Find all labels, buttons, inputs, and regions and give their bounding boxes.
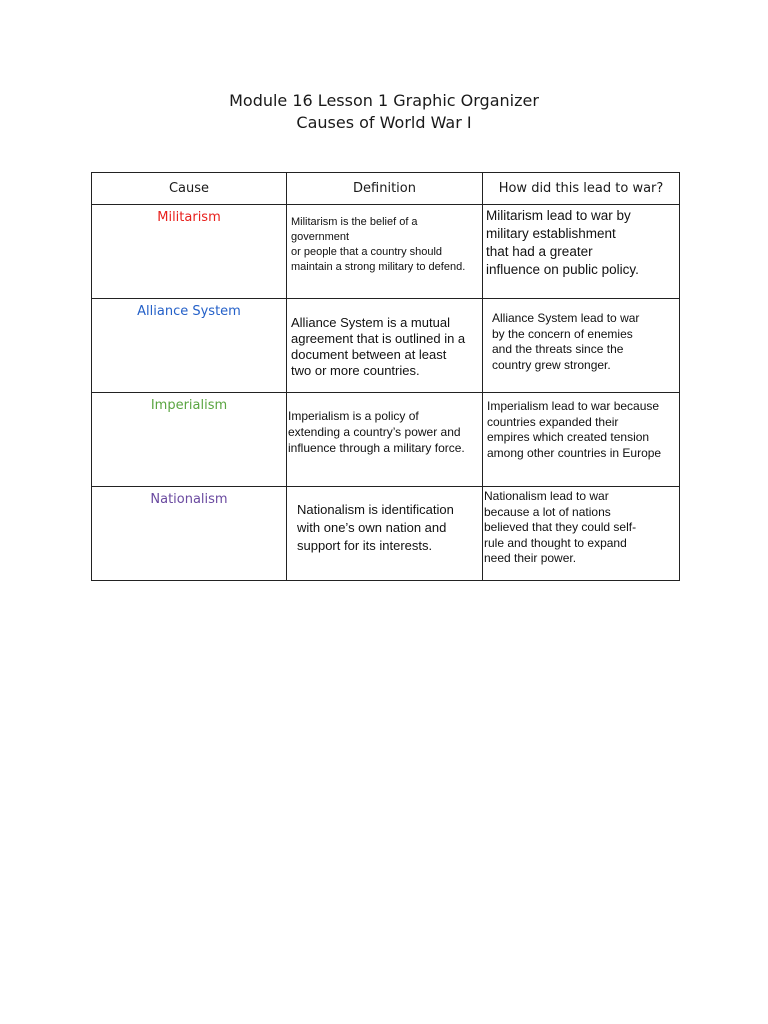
effect-cell <box>483 487 680 581</box>
cause-cell <box>92 487 287 581</box>
cause-cell <box>92 205 287 299</box>
cause-nationalism: Nationalism <box>150 492 228 507</box>
header-definition: Definition <box>287 173 483 205</box>
definition-cell <box>287 487 483 581</box>
effect-alliance-system: Alliance System lead to war by the concern of enemies and the threats since the country grew stronger. <box>492 311 640 372</box>
table-row <box>92 299 680 393</box>
cause-imperialism: Imperialism <box>150 398 228 413</box>
cause-cell <box>92 393 287 487</box>
effect-cell <box>483 299 680 393</box>
header-row <box>92 173 680 205</box>
effect-nationalism: Nationalism lead to war because a lot of nations believed that they could self- rule and thought to expand need their power. <box>484 489 637 565</box>
title-line-1: Module 16 Lesson 1 Graphic Organizer <box>229 91 539 110</box>
title-line-2: Causes of World War I <box>296 113 472 132</box>
table-row <box>92 487 680 581</box>
cause-alliance-system: Alliance System <box>137 304 241 319</box>
cause-militarism: Militarism <box>157 210 221 225</box>
effect-imperialism: Imperialism lead to war because countries expanded their empires which created tension among other countries in Europe <box>487 399 662 460</box>
definition-nationalism: Nationalism is identification with one’s own nation and support for its interests. <box>297 502 454 553</box>
definition-cell <box>287 299 483 393</box>
definition-militarism: Militarism is the belief of a government or people that a country should maintain a strong military to defend. <box>291 216 466 273</box>
effect-cell <box>483 393 680 487</box>
definition-cell <box>287 205 483 299</box>
cause-cell <box>92 299 287 393</box>
effect-militarism: Militarism lead to war by military establishment that had a greater influence on public policy. <box>486 208 639 277</box>
definition-alliance-system: Alliance System is a mutual agreement that is outlined in a document between at least two or more countries. <box>291 315 466 378</box>
definition-cell <box>287 393 483 487</box>
table-row <box>92 205 680 299</box>
graphic-organizer-table <box>91 172 680 581</box>
definition-imperialism: Imperialism is a policy of extending a country’s power and influence through a military force. <box>288 409 465 455</box>
header-cause: Cause <box>92 173 287 205</box>
table-row <box>92 393 680 487</box>
effect-cell <box>483 205 680 299</box>
document-title <box>0 90 768 134</box>
header-how-lead-to-war: How did this lead to war? <box>483 173 680 205</box>
